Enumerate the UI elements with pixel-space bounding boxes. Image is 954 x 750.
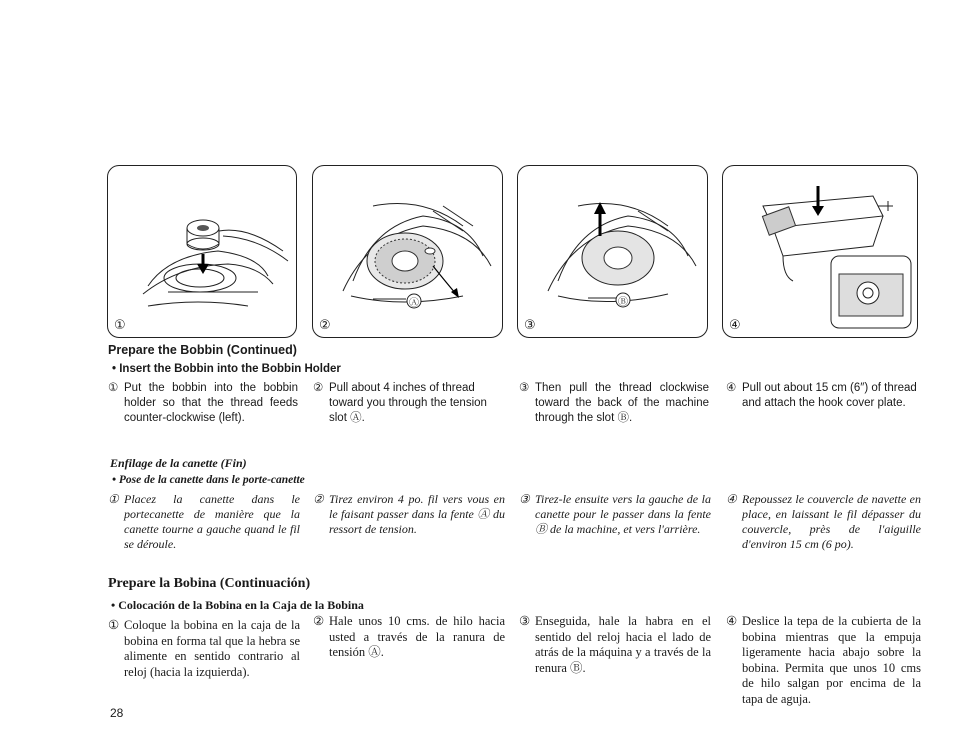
- step-number: ③: [519, 492, 530, 506]
- bobbin-insert-illustration: [108, 166, 297, 338]
- step-text: Tirez environ 4 po. fil vers vous en le faisant passer dans la fente Ⓐ du ressort de tension.: [329, 492, 505, 536]
- panel-number: ②: [319, 318, 331, 333]
- english-step-4: [726, 381, 921, 411]
- step-number: ①: [108, 382, 119, 394]
- hook-cover-plate-illustration: [723, 166, 918, 338]
- english-subheading: • Insert the Bobbin into the Bobbin Holder: [112, 363, 341, 375]
- step-text: Pull about 4 inches of thread toward you through the tension slot Ⓐ.: [329, 382, 487, 424]
- step-number: ④: [726, 614, 738, 628]
- panel-number: ③: [524, 318, 536, 333]
- panel-number: ①: [114, 318, 126, 333]
- step-number: ①: [108, 618, 120, 632]
- step-number: ②: [313, 614, 325, 628]
- english-step-2: [313, 381, 505, 426]
- clockwise-pull-illustration: [518, 166, 708, 338]
- step-text: Deslice la tepa de la cubierta de la bobina mientras que la empuja ligeramente hacia abajo sobre la bobina. Permita que unos 10 cms de hilo salgan por encima de la tapa de aguja.: [742, 614, 921, 706]
- step-text: Put the bobbin into the bobbin holder so that the thread feeds counter-clockwise (left).: [124, 382, 298, 424]
- french-heading: Enfilage de la canette (Fin): [110, 456, 247, 470]
- callout-b: Ⓑ: [618, 297, 628, 308]
- french-step-4: [726, 492, 921, 552]
- step-number: ②: [313, 382, 324, 394]
- tension-slot-illustration: [313, 166, 503, 338]
- step-text: Coloque la bobina en la caja de la bobina en forma tal que la hebra se alimente en sentido contrario al reloj (hacia la izquierda).: [124, 618, 300, 679]
- spanish-step-2: [313, 614, 505, 661]
- illustration-panel-4: [722, 165, 918, 338]
- french-step-2: [313, 492, 505, 537]
- english-step-3: [519, 381, 709, 426]
- panel-number: ④: [729, 318, 741, 333]
- callout-a: Ⓐ: [409, 298, 419, 309]
- step-number: ④: [726, 382, 737, 394]
- step-text: Placez la canette dans le portecanette de manière que la canette tourne a gauche quand le fil se déroule.: [124, 492, 300, 551]
- spanish-subheading: • Colocación de la Bobina en la Caja de la Bobina: [111, 598, 364, 612]
- illustration-panel-2: [312, 165, 503, 338]
- step-text: Hale unos 10 cms. de hilo hacia usted a través de la ranura de tensión Ⓐ.: [329, 614, 505, 659]
- illustration-panel-1: [107, 165, 297, 338]
- step-number: ④: [726, 492, 737, 506]
- step-number: ③: [519, 614, 531, 628]
- step-number: ②: [313, 492, 324, 506]
- english-heading: Prepare the Bobbin (Continued): [108, 343, 297, 357]
- step-text: Repoussez le couvercle de navette en place, en laissant le fil dépasser du couvercle, près de l'aiguille d'environ 15 cm (6 po).: [742, 492, 921, 551]
- step-text: Then pull the thread clockwise toward the back of the machine through the slot Ⓑ.: [535, 382, 709, 424]
- illustration-panel-3: [517, 165, 708, 338]
- french-subheading: • Pose de la canette dans le porte-canette: [112, 474, 305, 486]
- step-text: Enseguida, hale la habra en el sentido del reloj hacia el lado de atrás de la máquina y a través de la renura Ⓑ.: [535, 614, 711, 675]
- step-number: ③: [519, 382, 530, 394]
- step-number: ①: [108, 492, 119, 506]
- spanish-step-4: [726, 614, 921, 707]
- spanish-step-3: [519, 614, 711, 676]
- english-step-1: [108, 381, 298, 426]
- step-text: Pull out about 15 cm (6″) of thread and attach the hook cover plate.: [742, 382, 917, 409]
- french-step-3: [519, 492, 711, 537]
- spanish-step-1: [108, 618, 300, 680]
- page-number: 28: [110, 706, 124, 720]
- spanish-heading: Prepare la Bobina (Continuación): [108, 576, 311, 591]
- french-step-1: [108, 492, 300, 552]
- step-text: Tirez-le ensuite vers la gauche de la canette pour le passer dans la fente Ⓑ de la machine, et vers l'arrière.: [535, 492, 711, 536]
